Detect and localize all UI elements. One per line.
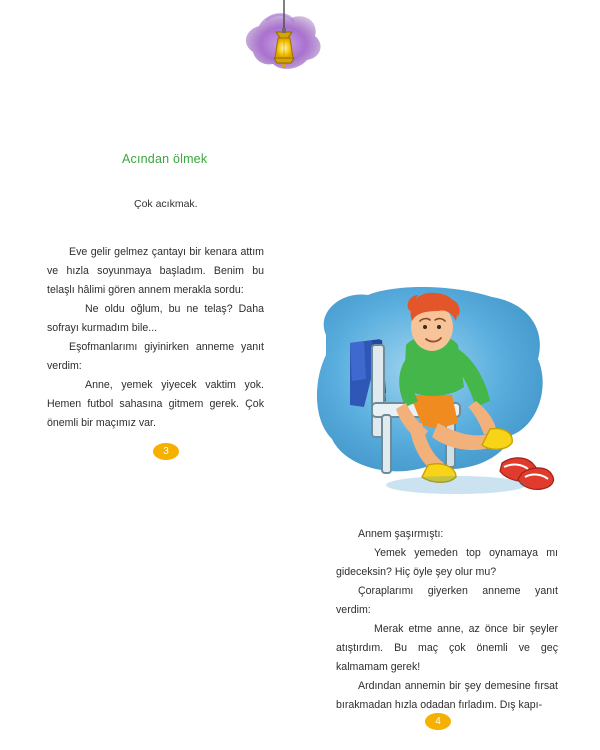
- left-column-text: [47, 243, 264, 433]
- entry-definition: Çok acıkmak.: [134, 198, 198, 210]
- bottom-column-text: [336, 525, 558, 715]
- paragraph: Ne oldu oğlum, bu ne telaş? Daha sofrayı kurmadım bile...: [47, 303, 264, 334]
- paragraph: Çoraplarımı giyerken anneme yanıt verdim:: [336, 585, 558, 616]
- entry-title: Acından ölmek: [122, 152, 208, 166]
- page-number-right: 4: [425, 713, 451, 730]
- paragraph: Merak etme anne, az önce bir şeyler atıştırdım. Bu maç çok önemli ve geç kalmamam gerek!: [336, 623, 558, 673]
- paragraph: Ardından annemin bir şey demesine fırsat bırakmadan hızla odadan fırladım. Dış kapı-: [336, 680, 558, 711]
- page-number-left: 3: [153, 443, 179, 460]
- paragraph: Annem şaşırmıştı:: [358, 528, 444, 540]
- boy-putting-on-shoes-illustration: [306, 283, 558, 515]
- paragraph: Eşofmanlarımı giyinirken anneme yanıt verdim:: [47, 341, 264, 372]
- hanging-lantern-illustration: [215, 0, 355, 95]
- paragraph: Yemek yemeden top oynamaya mı gideceksin? Hiç öyle şey olur mu?: [336, 547, 558, 578]
- paragraph: Anne, yemek yiyecek vaktim yok. Hemen futbol sahasına gitmem gerek. Çok önemli bir maçımız var.: [47, 379, 264, 429]
- paragraph: Eve gelir gelmez çantayı bir kenara attım ve hızla soyunmaya başladım. Benim bu telaşlı hâlimi gören annem merakla sordu:: [47, 246, 264, 296]
